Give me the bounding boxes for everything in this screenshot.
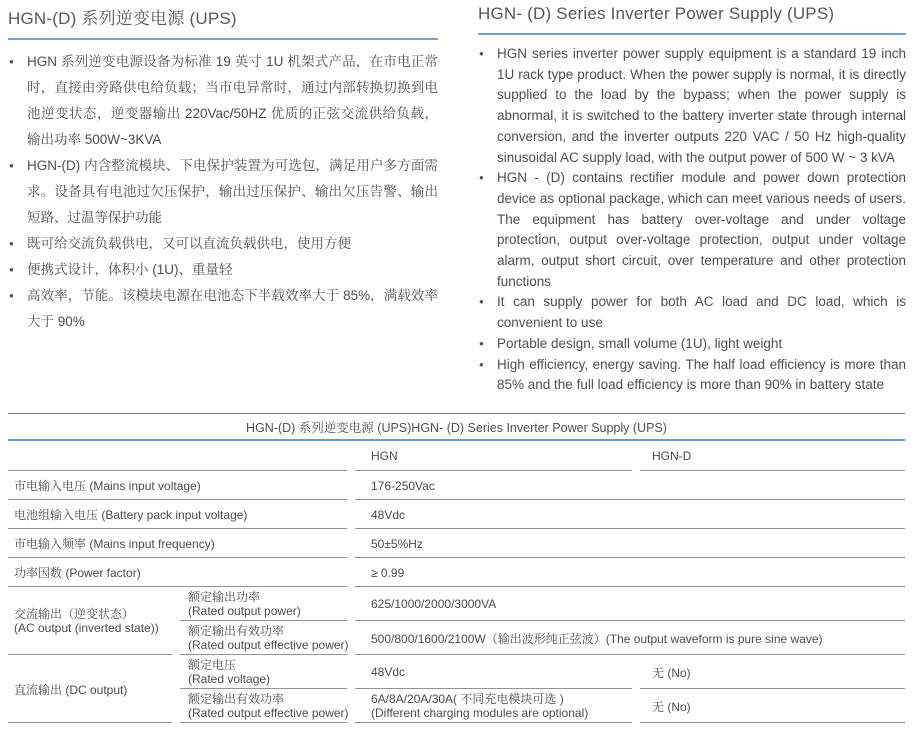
table-row [8,558,905,587]
feature-list-en [478,44,906,396]
subrow-param [180,689,355,723]
feature-item: ● HGN-(D) 内含整流模块、下电保护装置为可选包，满足用户多方面需求。设备具有电池过欠压保护，输出过压保护、输出欠压告警、输出短路、过温等保护功能 [8,153,438,231]
param-zh: 额定电压 [188,658,237,672]
row-label: 电池组输入电压 (Battery pack input voltage) [8,500,355,529]
page-title-zh: HGN-(D) 系列逆变电源 (UPS) [8,4,438,40]
table-group-dc-output [8,655,905,723]
intro-column-chinese [8,4,438,396]
group-subrows [180,587,905,655]
row-value: 176-250Vac [355,471,905,500]
intro-column-english [478,4,906,396]
subrow-param [180,655,355,689]
table-subrow [180,689,905,723]
value-line-zh: 6A/8A/20A/30A( 不同充电模块可选 ) [371,692,564,706]
feature-item: ● 便携式设计，体积小 (1U)、重量轻 [8,257,438,283]
header-model-hgn-d: HGN-D [640,441,905,471]
table-row [8,500,905,529]
row-label: 市电输入频率 (Mains input frequency) [8,529,355,558]
group-label-en: (AC output (inverted state)) [14,621,159,635]
row-label: 功率因数 (Power factor) [8,558,355,587]
spec-table-title [8,414,905,441]
group-label [8,655,180,723]
table-subrow [180,587,905,621]
param-zh: 额定输出有效功率 [188,624,285,638]
param-en: (Rated voltage) [188,672,271,686]
param-zh: 额定输出功率 [188,590,261,604]
row-value: ≥ 0.99 [355,558,905,587]
group-label [8,587,180,655]
table-subrow [180,621,905,655]
header-empty-cell [8,441,355,471]
feature-item: ● High efficiency, energy saving. The half load efficiency is more than 85% and the full load efficiency is more than 90% in battery state [478,355,906,396]
param-en: (Rated output power) [188,604,301,618]
feature-list-zh [8,49,438,335]
intro-section [8,4,906,396]
feature-item: ● 既可给交流负载供电，又可以直流负载供电，使用方便 [8,231,438,257]
feature-item: ● Portable design, small volume (1U), light weight [478,334,906,355]
feature-item: ● 高效率，节能。该模块电源在电池态下半载效率大于 85%，满载效率大于 90% [8,283,438,335]
row-value: 48Vdc [355,500,905,529]
subrow-value: 500/800/1600/2100W（输出波形纯正弦波）(The output waveform is pure sine wave) [355,621,905,655]
row-label: 市电输入电压 (Mains input voltage) [8,471,355,500]
subrow-value-hgn: 48Vdc [355,655,640,689]
feature-item: ● HGN - (D) contains rectifier module and power down protection device as optional package, which can meet various needs of users. The equipment has battery over-voltage and under voltage protection, output over-voltage protection, output under voltage alarm, output short circuit, over temperature and other protection functions [478,168,906,292]
group-label-zh: 直流输出 (DC output) [14,682,128,697]
subrow-value: 625/1000/2000/3000VA [355,587,905,621]
feature-item: ● HGN series inverter power supply equipment is a standard 19 inch 1U rack type product. When the power supply is normal, it is directly supplied to the load by the bypass; when the power supply is abnormal, it is switched to the battery inverter state through internal conversion, and the inverter outputs 220 VAC / 50 Hz high-quality sinusoidal AC supply load, with the output power of 500 W ~ 3 kVA [478,44,906,168]
subrow-value-hgn-d: 无 (No) [640,655,905,689]
param-en: (Rated output effective power) [188,706,349,720]
table-row [8,471,905,500]
feature-item: ● HGN 系列逆变电源设备为标准 19 英寸 1U 机架式产品，在市电正常时，直接由旁路供电给负载；当市电异常时，通过内部转换切换到电池逆变状态，逆变器输出 220Vac/50HZ 优质的正弦交流供给负载，输出功率 500W~3KVA [8,49,438,153]
row-value: 50±5%Hz [355,529,905,558]
subrow-value-hgn [355,689,640,723]
header-model-hgn: HGN [355,441,640,471]
spec-table-header-row [8,441,905,471]
subrow-value-hgn-d: 无 (No) [640,689,905,723]
param-zh: 额定输出有效功率 [188,692,285,706]
subrow-param [180,621,355,655]
param-en: (Rated output effective power) [188,638,349,652]
group-subrows [180,655,905,723]
spec-table [8,413,905,723]
table-group-ac-output [8,587,905,655]
table-row [8,529,905,558]
group-label-zh: 交流输出（逆变状态） [14,607,135,621]
subrow-param [180,587,355,621]
table-subrow [180,655,905,689]
value-line-en: (Different charging modules are optional) [371,706,589,720]
feature-item: ● It can supply power for both AC load and DC load, which is convenient to use [478,292,906,333]
page-title-en: HGN- (D) Series Inverter Power Supply (UPS) [478,4,906,35]
spec-table-title-text: HGN-(D) 系列逆变电源 (UPS)HGN- (D) Series Inverter Power Supply (UPS) [246,420,667,435]
